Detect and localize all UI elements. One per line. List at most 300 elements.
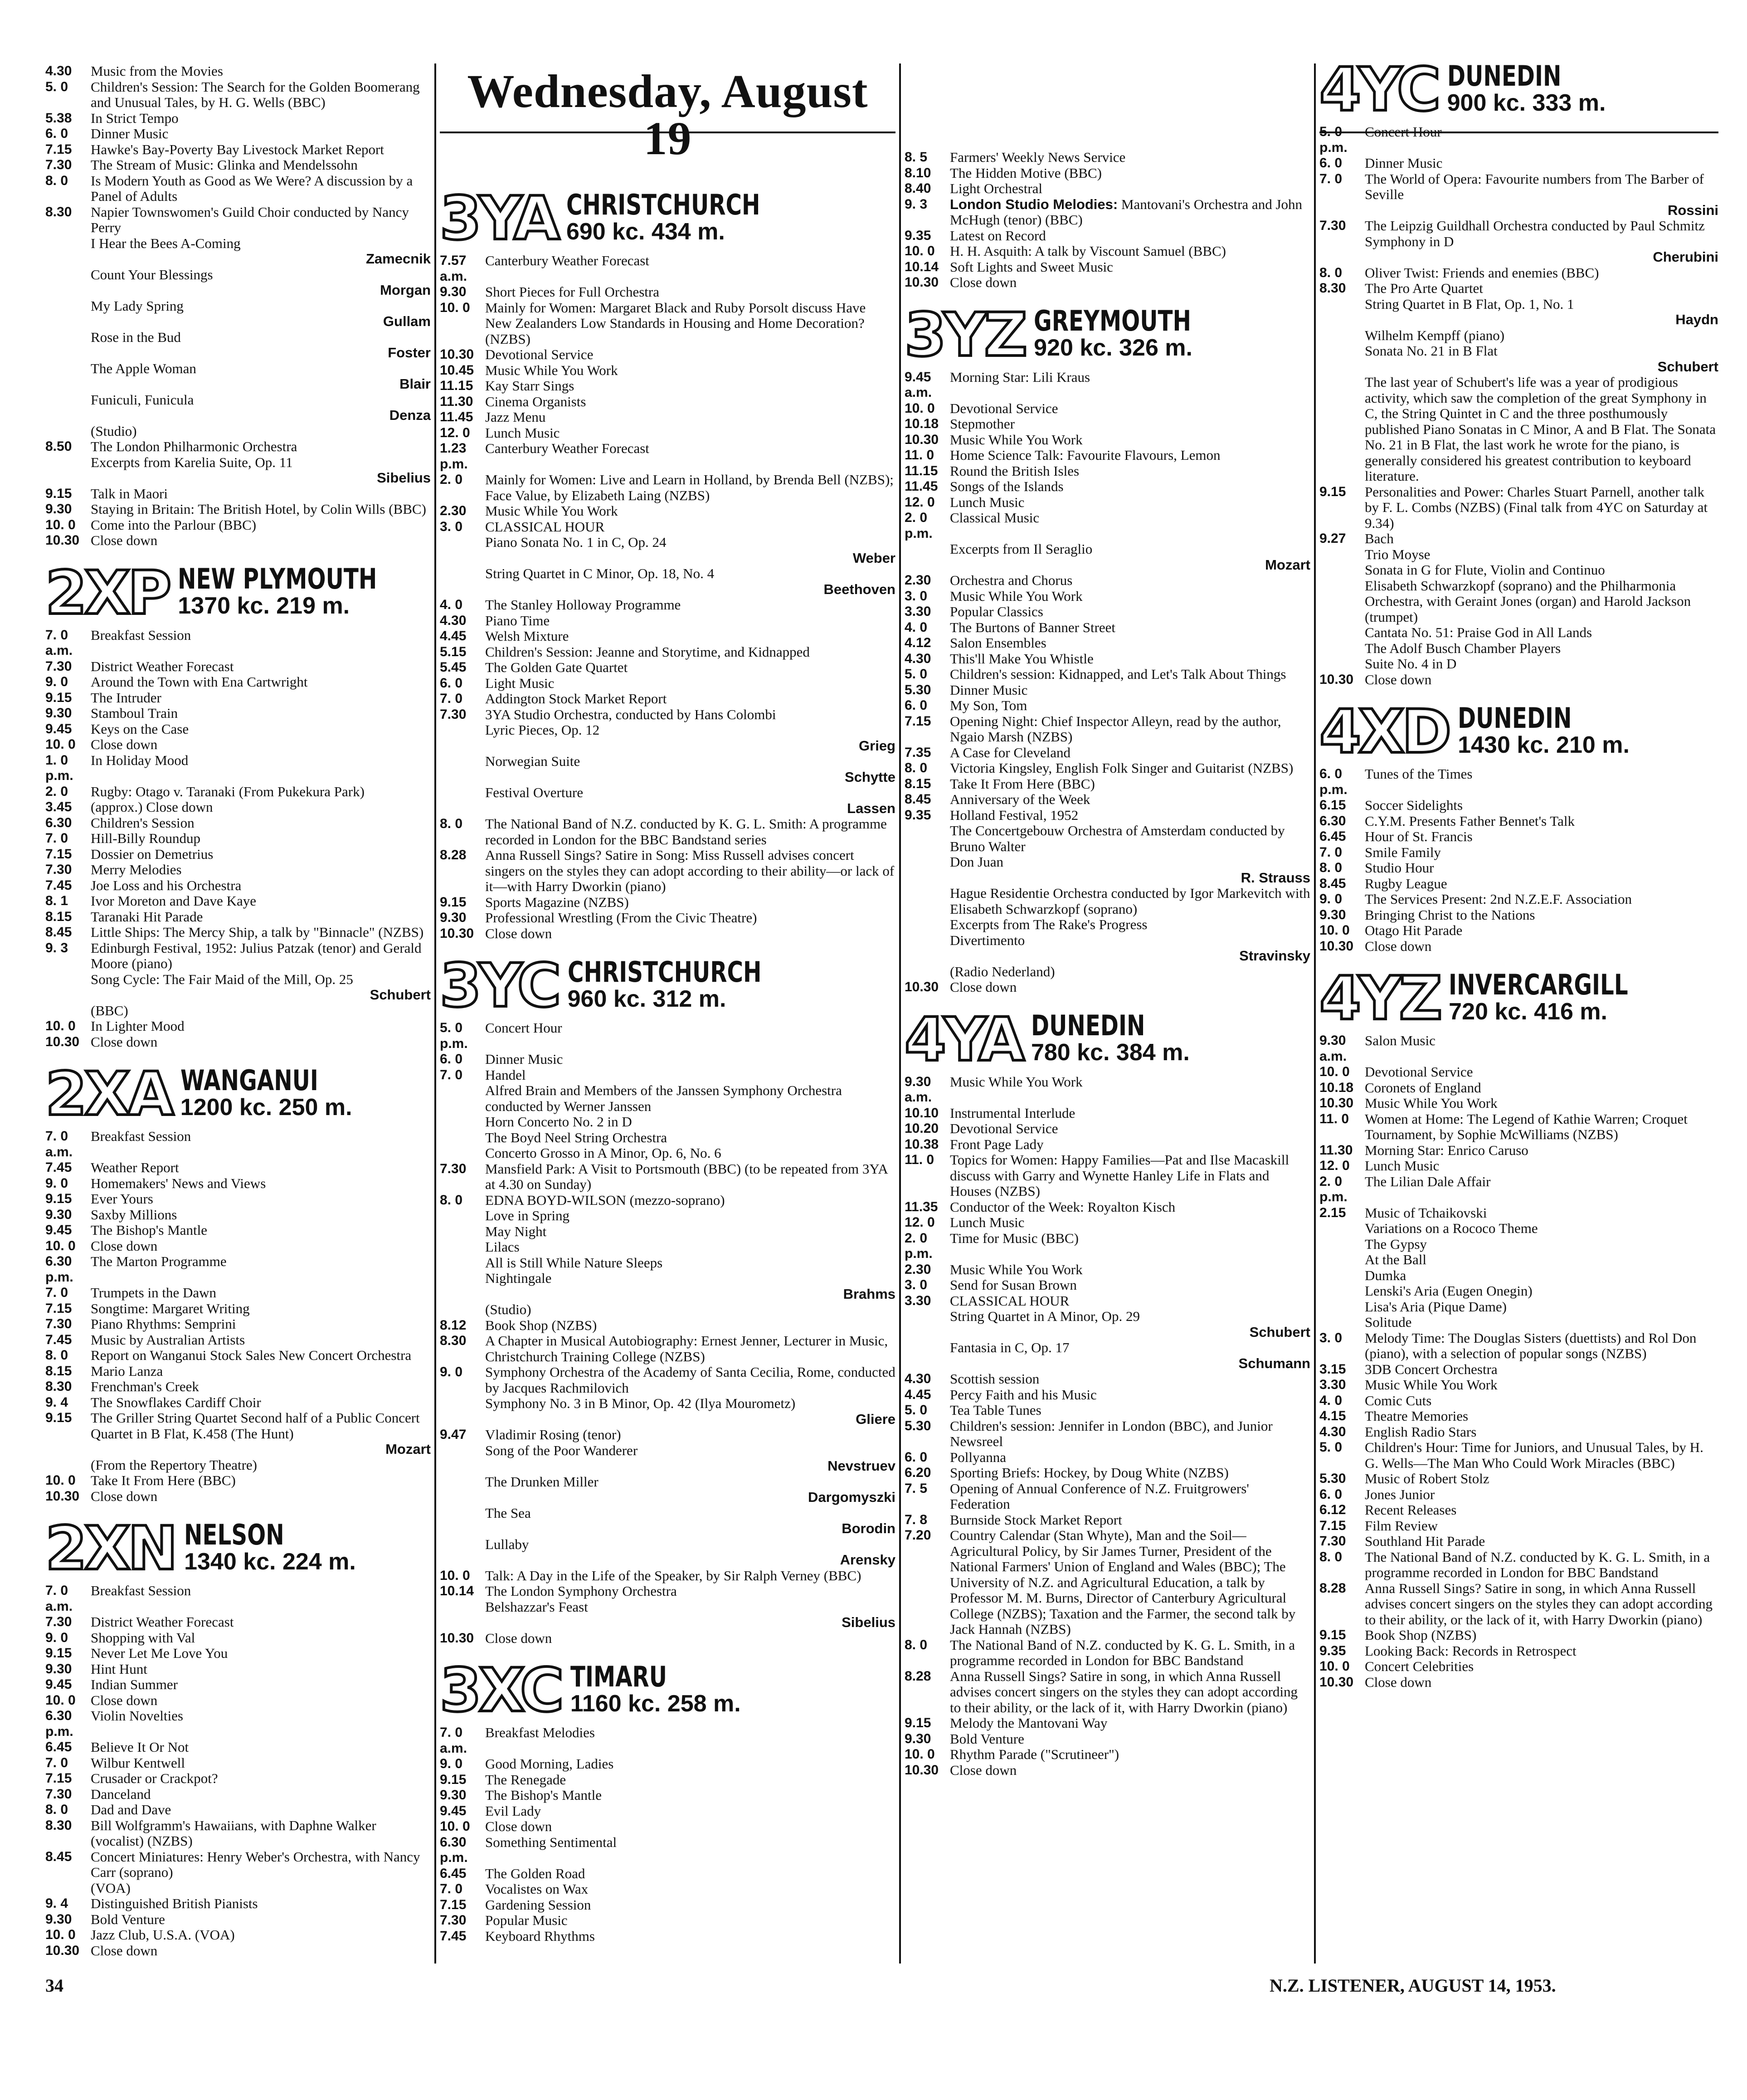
station-frequency: 690 kc. 434 m. <box>566 218 725 245</box>
program-time: 4. 0 <box>905 619 928 635</box>
program-title: The Leipzig Guildhall Orchestra conducted by Paul Schmitz <box>1365 218 1705 234</box>
program-list <box>45 628 431 1050</box>
program-title: Never Let Me Love You <box>91 1645 228 1661</box>
program-time: 9.30 <box>905 1731 931 1746</box>
program-entry <box>905 1669 1310 1716</box>
program-entry <box>1319 1393 1718 1409</box>
station-city: DUNEDIN <box>1458 701 1572 735</box>
program-title: C.Y.M. Presents Father Bennet's Talk <box>1365 813 1575 829</box>
composer: Borodin <box>842 1520 895 1536</box>
program-time: 6. 0 <box>440 1052 463 1067</box>
program-detail: Trio Moyse <box>1365 546 1431 562</box>
program-title: Canterbury Weather Forecast <box>485 440 649 456</box>
program-entry <box>45 1896 431 1912</box>
program-entry <box>905 1465 1310 1481</box>
station-city: DUNEDIN <box>1031 1009 1145 1043</box>
program-time: 9.45 <box>440 1803 467 1818</box>
program-title: Distinguished British Pianists <box>91 1895 258 1911</box>
program-entry <box>1319 1362 1718 1378</box>
program-entry <box>440 519 895 535</box>
program-time: 10. 0 <box>905 1747 935 1762</box>
program-time: 7. 0 <box>1319 171 1343 186</box>
program-title: Breakfast Session <box>91 1583 191 1598</box>
program-entry <box>440 1052 895 1067</box>
program-title: Music by Australian Artists <box>91 1331 245 1348</box>
program-title: Danceland <box>91 1786 151 1802</box>
program-entry <box>45 862 431 878</box>
program-time: 9.45 <box>45 1223 72 1238</box>
program-time: 1.23 p.m. <box>440 441 468 472</box>
program-time: 10.30 <box>45 533 80 548</box>
program-time: 8.15 <box>45 909 72 924</box>
program-title: Children's Hour: Time for Juniors, and Unusual Tales, by H. G. Wells—The Man Who Could Work Miracles (BBC) <box>1365 1439 1703 1471</box>
program-entry <box>905 1074 1310 1106</box>
program-entry <box>905 808 1310 823</box>
program-title: Talk in Maori <box>91 485 168 502</box>
program-detail: Rose in the Bud <box>91 329 181 345</box>
program-time: 10.30 <box>440 926 474 941</box>
program-detail: Piano Sonata No. 1 in C, Op. 24 <box>485 534 667 550</box>
program-title: The Bishop's Mantle <box>91 1222 208 1238</box>
program-title: Music While You Work <box>485 362 618 378</box>
program-title: 3DB Concert Orchestra <box>1365 1361 1498 1377</box>
program-time: 9. 0 <box>440 1756 463 1771</box>
program-title: Personalities and Power: Charles Stuart Parnell, another talk by F. L. Combs (NZBS) (Final talk from 4YC on Saturday at 9.34) <box>1365 483 1708 531</box>
program-title: Breakfast Session <box>91 1128 191 1144</box>
program-detail: Festival Overture <box>485 784 584 800</box>
station-call-sign: 2XP <box>45 558 169 628</box>
program-time: 9.45 <box>45 721 72 736</box>
station-info <box>1458 701 1630 762</box>
program-time: 10.18 <box>1319 1080 1354 1095</box>
program-title: Cinema Organists <box>485 393 586 409</box>
program-entry <box>45 1912 431 1928</box>
program-time: 2. 0 <box>440 472 463 487</box>
program-entry <box>905 1481 1310 1512</box>
program-time: 9.30 <box>45 706 72 721</box>
program-title: Short Pieces for Full Orchestra <box>485 284 659 300</box>
program-time: 8.28 <box>1319 1580 1346 1596</box>
program-entry <box>1319 892 1718 907</box>
program-detail: (From the Repertory Theatre) <box>91 1457 257 1473</box>
program-time: 9.30 a.m. <box>1319 1033 1347 1064</box>
program-entry <box>905 667 1310 682</box>
program-entry <box>1319 1033 1718 1064</box>
program-time: 3. 0 <box>440 519 463 534</box>
composer: Brahms <box>843 1286 895 1302</box>
program-entry <box>45 1739 431 1755</box>
program-entry <box>1319 156 1718 171</box>
program-time: 7. 0 <box>440 691 463 706</box>
program-time: 8.45 <box>45 1849 72 1864</box>
program-title: Devotional Service <box>1365 1064 1473 1080</box>
program-title: Anniversary of the Week <box>950 791 1090 807</box>
program-time: 9.30 <box>45 502 72 516</box>
station-city: CHRISTCHURCH <box>567 955 762 989</box>
program-time: 6.20 <box>905 1465 931 1480</box>
program-time: 7.15 <box>440 1897 467 1912</box>
composer: Weber <box>852 550 895 566</box>
station-block <box>905 297 1310 995</box>
program-time: 6. 0 <box>905 698 928 713</box>
program-list <box>905 1074 1310 1778</box>
program-time: 8.15 <box>45 1363 72 1379</box>
program-detail: Excerpts from Il Seraglio <box>950 541 1093 557</box>
program-entry <box>45 893 431 909</box>
program-entry <box>45 1693 431 1709</box>
program-title: Tunes of the Times <box>1365 766 1473 782</box>
station-call-sign: 2XA <box>45 1059 171 1129</box>
program-title: Children's Session <box>91 814 195 831</box>
program-entry <box>45 1849 431 1881</box>
program-title: Frenchman's Creek <box>91 1379 199 1394</box>
composer: Schumann <box>1238 1355 1310 1371</box>
composer: Beethoven <box>823 581 895 597</box>
program-list <box>1319 124 1718 687</box>
station-info <box>184 1518 356 1579</box>
program-entry <box>905 651 1310 667</box>
program-title: The Intruder <box>91 689 161 706</box>
program-entry <box>45 1630 431 1646</box>
program-entry <box>905 1199 1310 1215</box>
program-time: 5. 0 p.m. <box>440 1020 468 1051</box>
page-title: Wednesday, August 19 <box>467 65 868 165</box>
program-title: District Weather Forecast <box>91 658 234 674</box>
program-title: Holland Festival, 1952 <box>950 807 1079 823</box>
program-detail: (Studio) <box>485 1301 531 1317</box>
composer: Foster <box>388 345 431 361</box>
program-detail: Excerpts from The Rake's Progress <box>950 916 1148 932</box>
program-time: 7. 0 <box>1319 844 1343 860</box>
program-entry <box>905 1137 1310 1153</box>
program-time: 10.30 <box>1319 1674 1354 1690</box>
program-title: Something Sentimental <box>485 1834 617 1850</box>
program-entry <box>905 448 1310 463</box>
program-title: Tea Table Tunes <box>950 1402 1041 1418</box>
program-title: Believe It Or Not <box>91 1739 189 1755</box>
program-list <box>440 253 895 941</box>
program-entry <box>45 1646 431 1661</box>
program-time: 7. 0 a.m. <box>45 1583 73 1614</box>
program-title: English Radio Stars <box>1365 1423 1477 1440</box>
program-entry <box>1319 1143 1718 1159</box>
program-entry <box>905 1512 1310 1528</box>
program-time: 9.15 <box>45 1410 72 1425</box>
program-time: 6. 0 <box>1319 1486 1343 1502</box>
program-title: The National Band of N.Z. conducted by K. G. L. Smith: A programme recorded in London for the BBC Bandstand series <box>485 816 887 848</box>
program-title: The Renegade <box>485 1771 566 1788</box>
program-time: 9. 4 <box>45 1896 68 1911</box>
program-title: Sports Magazine (NZBS) <box>485 894 629 910</box>
program-title: Children's session: Jennifer in London (BBC), and Junior Newsreel <box>950 1418 1273 1449</box>
program-title: Hour of St. Francis <box>1365 828 1473 844</box>
program-time: 6.30 <box>45 815 72 830</box>
program-entry <box>45 1332 431 1348</box>
composer: Arensky <box>840 1552 895 1568</box>
program-time: 7. 0 <box>440 1881 463 1896</box>
program-entry <box>1319 1659 1718 1675</box>
program-entry <box>440 691 895 707</box>
program-entry <box>45 1034 431 1050</box>
program-time: 7.30 <box>45 1316 72 1331</box>
program-entry <box>45 1238 431 1254</box>
program-entry <box>1319 1205 1718 1221</box>
program-entry <box>45 1943 431 1959</box>
program-entry <box>440 1835 895 1866</box>
program-entry <box>45 737 431 753</box>
program-detail: Don Juan <box>950 854 1003 870</box>
station-info <box>566 188 815 248</box>
program-time: 8.50 <box>45 439 72 454</box>
station-frequency: 720 kc. 416 m. <box>1449 998 1607 1025</box>
program-time: 7. 0 <box>45 1285 68 1300</box>
program-entry <box>1319 1158 1718 1174</box>
program-time: 7.30 <box>45 157 72 172</box>
program-time: 3. 0 <box>1319 1330 1343 1345</box>
program-entry <box>905 979 1310 995</box>
program-entry <box>905 1763 1310 1778</box>
program-entry <box>1319 672 1718 688</box>
program-title: The World of Opera: Favourite numbers from The Barber of Seville <box>1365 171 1704 202</box>
station-block <box>1319 694 1718 954</box>
program-entry <box>45 1018 431 1034</box>
program-time: 10. 0 <box>45 517 76 532</box>
program-time: 9. 0 <box>1319 892 1343 906</box>
program-entry <box>1319 1408 1718 1424</box>
composer: Cherubini <box>1653 249 1718 265</box>
program-time: 7.30 <box>1319 218 1346 233</box>
program-time: 5.45 <box>440 660 467 675</box>
program-title: Victoria Kingsley, English Folk Singer and Guitarist (NZBS) <box>950 760 1294 776</box>
program-time: 9.15 <box>1319 484 1346 499</box>
program-time: 8. 0 <box>1319 1549 1343 1564</box>
program-entry <box>45 1160 431 1176</box>
program-time: 9.15 <box>45 1191 72 1206</box>
program-time: 3.30 <box>905 1293 931 1308</box>
program-detail: Quartet in B Flat, K.458 (The Hunt) <box>91 1425 294 1442</box>
station-info <box>570 1660 741 1720</box>
program-time: 8.30 <box>1319 281 1346 296</box>
program-time: 10.10 <box>905 1105 939 1121</box>
program-time: 8.45 <box>905 792 931 807</box>
station-header <box>440 180 895 253</box>
program-title: Close down <box>91 1033 158 1050</box>
station-city: TIMARU <box>570 1660 667 1693</box>
program-time: 4.30 <box>1319 1424 1346 1439</box>
program-time: 8.30 <box>440 1333 467 1348</box>
program-entry <box>905 635 1310 651</box>
program-entry <box>440 1193 895 1208</box>
program-detail: Symphony in D <box>1365 233 1454 249</box>
program-title: Close down <box>91 1942 158 1959</box>
program-time: 5.30 <box>905 1418 931 1433</box>
composer: Sibelius <box>377 470 431 486</box>
station-frequency: 780 kc. 384 m. <box>1031 1039 1190 1066</box>
program-title: Sporting Briefs: Hockey, by Doug White (NZBS) <box>950 1465 1229 1481</box>
program-entry <box>1319 1471 1718 1487</box>
program-entry <box>905 698 1310 714</box>
program-entry <box>440 660 895 676</box>
program-title: Anna Russell Sings? Satire in Song: Miss Russell advises concert singers on the styles they can adopt according to their ability—or lack of it—with Harry Dworkin (piano) <box>485 847 895 894</box>
program-time: 3. 0 <box>905 1277 928 1292</box>
program-entry <box>45 878 431 894</box>
program-title: Close down <box>91 1238 158 1254</box>
station-frequency: 1200 kc. 250 m. <box>180 1094 352 1121</box>
program-time: 4.30 <box>905 651 931 666</box>
program-entry <box>440 409 895 425</box>
program-entry <box>905 1715 1310 1731</box>
program-list <box>1319 766 1718 954</box>
program-entry <box>1319 766 1718 798</box>
program-time: 5.30 <box>905 682 931 697</box>
program-title: Merry Melodies <box>91 862 182 877</box>
station-header <box>440 948 895 1021</box>
program-title: Popular Music <box>485 1912 568 1928</box>
program-title: Music While You Work <box>950 431 1083 448</box>
program-entry <box>440 1803 895 1819</box>
program-time: 10.30 <box>905 432 939 447</box>
station-info <box>1031 1009 1190 1069</box>
program-entry <box>905 1152 1310 1199</box>
program-time: 12. 0 <box>905 1215 935 1230</box>
program-entry <box>905 714 1310 745</box>
program-entry <box>45 1614 431 1630</box>
station-city: NELSON <box>184 1518 284 1551</box>
program-entry <box>45 925 431 940</box>
program-time: 8.30 <box>45 1379 72 1394</box>
program-title: Keyboard Rhythms <box>485 1928 595 1944</box>
program-entry <box>440 1756 895 1772</box>
program-time: 12. 0 <box>1319 1158 1350 1173</box>
column-rule <box>1314 63 1316 1964</box>
program-title: My Son, Tom <box>950 697 1027 713</box>
program-time: 7.15 <box>45 1301 72 1316</box>
program-time: 4.45 <box>905 1387 931 1402</box>
program-time: 10. 0 <box>45 1927 76 1942</box>
program-time: 8.28 <box>905 1668 931 1684</box>
program-list <box>45 1583 431 1959</box>
program-entry <box>45 1787 431 1803</box>
station-frequency: 1160 kc. 258 m. <box>570 1690 741 1717</box>
program-title: The National Band of N.Z. conducted by K. G. L. Smith, in a programme recorded in London for BBC Bandstand <box>1365 1549 1710 1580</box>
program-detail: Dumka <box>1365 1267 1406 1283</box>
station-frequency: 900 kc. 333 m. <box>1447 89 1606 116</box>
program-time: 9. 0 <box>440 1364 463 1379</box>
composer: Schytte <box>845 769 895 785</box>
program-time: 7.15 <box>45 846 72 862</box>
program-time: 9. 0 <box>45 1175 68 1191</box>
program-time: 9. 4 <box>45 1394 68 1410</box>
program-entry <box>45 1254 431 1285</box>
program-entry <box>45 439 431 455</box>
program-title: Concert Celebrities <box>1365 1658 1474 1674</box>
program-detail: Lilacs <box>485 1239 520 1255</box>
program-title: Hill-Billy Roundup <box>91 830 200 846</box>
program-time: 10.30 <box>1319 672 1354 687</box>
program-title: Napier Townswomen's Guild Choir conducted by Nancy Perry <box>91 204 409 235</box>
program-entry <box>1319 1502 1718 1518</box>
composer: Lassen <box>847 800 895 816</box>
program-time: 9.15 <box>45 690 72 705</box>
program-detail: Fantasia in C, Op. 17 <box>950 1340 1070 1355</box>
program-time: 9.35 <box>1319 1643 1346 1658</box>
program-title: The National Band of N.Z. conducted by K. G. L. Smith, in a programme recorded in London for BBC Bandstand <box>950 1637 1295 1668</box>
program-title: Southland Hit Parade <box>1365 1533 1485 1549</box>
program-detail: Lullaby <box>485 1536 529 1552</box>
station-call-sign: 3YZ <box>905 300 1025 370</box>
program-title: The Pro Arte Quartet <box>1365 280 1483 296</box>
program-entry <box>45 721 431 737</box>
program-title: Vocalistes on Wax <box>485 1881 589 1897</box>
program-time: 8.28 <box>440 848 467 862</box>
program-time: 10. 0 <box>1319 1659 1350 1674</box>
program-title: The Stanley Holloway Programme <box>485 597 681 613</box>
program-title: Dinner Music <box>950 682 1028 698</box>
station-call-sign: 2XN <box>45 1514 175 1584</box>
program-time: 9.15 <box>45 486 72 501</box>
program-title: Send for Susan Brown <box>950 1277 1077 1293</box>
program-entry <box>905 776 1310 792</box>
program-title: Classical Music <box>950 510 1040 526</box>
program-entry <box>440 363 895 379</box>
program-title: Music While You Work <box>950 1261 1083 1277</box>
program-detail: Song of the Poor Wanderer <box>485 1442 638 1458</box>
program-title: Close down <box>950 979 1017 995</box>
station-call-sign: 3YA <box>440 184 557 253</box>
program-time: 9.30 <box>45 1661 72 1676</box>
station-call-sign: 4YA <box>905 1004 1022 1075</box>
program-entry <box>440 1819 895 1835</box>
program-time: 5.38 <box>45 110 72 126</box>
program-title: Popular Classics <box>950 604 1043 619</box>
program-entry <box>45 753 431 784</box>
program-time: 5.15 <box>440 644 467 659</box>
program-entry <box>440 1427 895 1443</box>
program-entry <box>45 1316 431 1332</box>
program-entry <box>440 613 895 629</box>
program-time: 11. 0 <box>1319 1111 1349 1126</box>
program-time: 8.12 <box>440 1317 467 1333</box>
program-entry <box>905 1262 1310 1278</box>
program-title: Mainly for Women: Margaret Black and Ruby Porsolt discuss Have New Zealanders Low Standards in Housing and Home Decoration? (NZBS) <box>485 299 866 347</box>
program-title: Addington Stock Market Report <box>485 691 667 706</box>
program-time: 9.30 <box>45 1207 72 1222</box>
program-time: 5. 0 <box>905 667 928 682</box>
station-block <box>45 555 431 1050</box>
program-detail: String Quartet in A Minor, Op. 29 <box>950 1308 1140 1324</box>
program-time: 6.30 <box>1319 813 1346 828</box>
program-title: Ever Yours <box>91 1191 153 1207</box>
station-frequency: 1340 kc. 224 m. <box>184 1548 356 1575</box>
composer: Grieg <box>859 737 895 754</box>
program-title: Close down <box>91 736 158 752</box>
program-time: 2.30 <box>440 503 467 518</box>
program-time: 7.30 <box>1319 1534 1346 1549</box>
page-number: 34 <box>45 1975 63 1996</box>
program-detail: Lyric Pieces, Op. 12 <box>485 722 600 738</box>
station-block <box>1319 960 1718 1690</box>
program-title: Close down <box>485 1818 552 1834</box>
program-title: Anna Russell Sings? Satire in song, in which Anna Russell advises concert singers on the styles they can adopt according to their ability, or the lack of it, with Harry Dworkin (piano) <box>950 1668 1298 1715</box>
program-time: 7.45 <box>45 877 72 893</box>
program-entry <box>905 1450 1310 1466</box>
program-title: A Chapter in Musical Autobiography: Ernest Jenner, Lecturer in Music, Christchurch Training College (NZBS) <box>485 1333 888 1364</box>
program-entry <box>905 589 1310 604</box>
program-entry <box>1319 124 1718 156</box>
station-info <box>1447 59 1606 120</box>
station-block <box>440 948 895 1646</box>
program-entry <box>45 533 431 549</box>
